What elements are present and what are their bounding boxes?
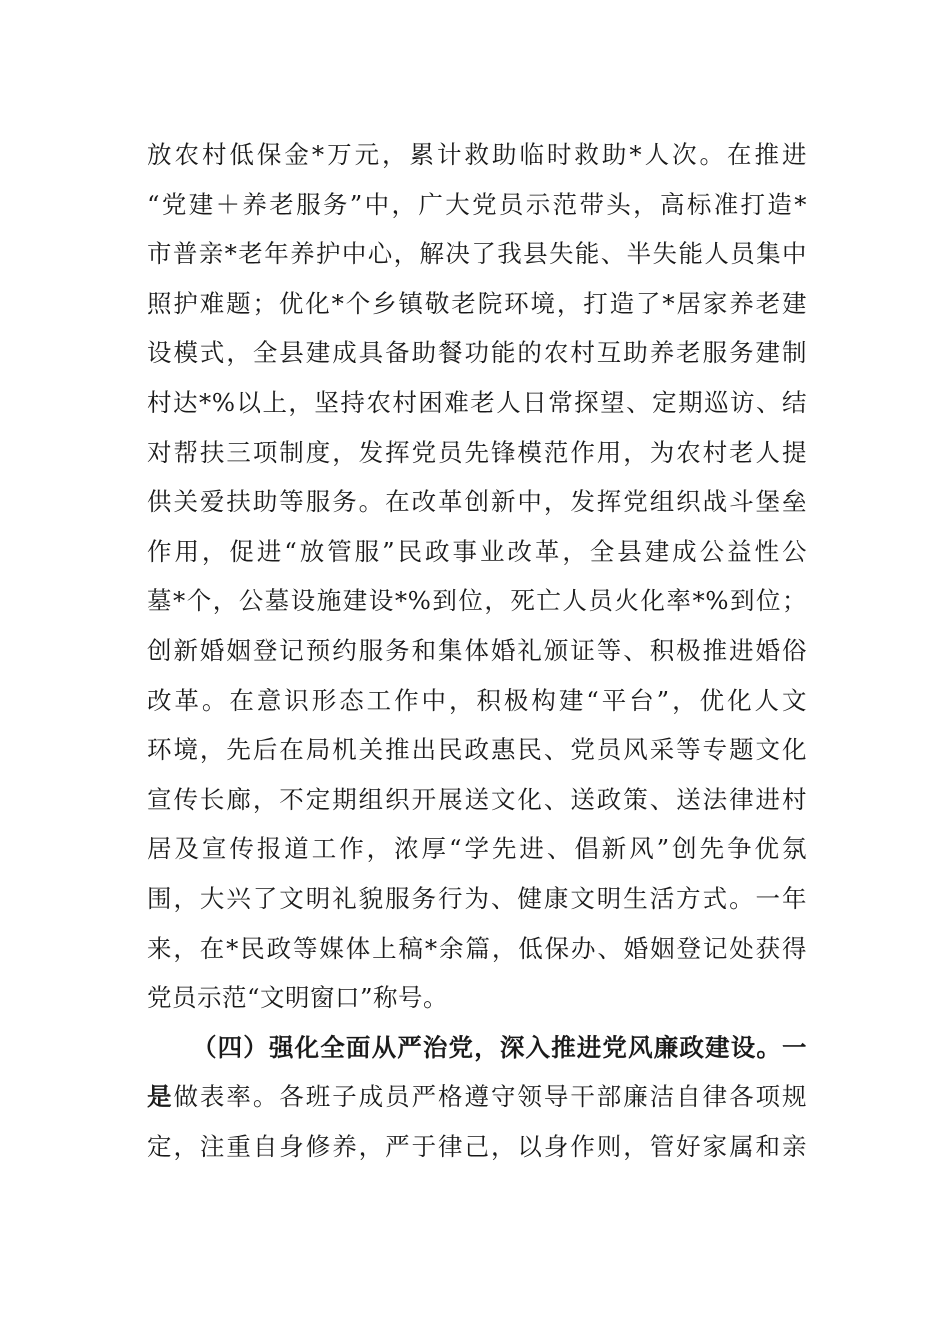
text-line: 照护难题；优化*个乡镇敬老院环境，打造了*居家养老建 xyxy=(147,288,807,318)
paragraph-text: 做表率。各班子成员严格遵守领导干部廉洁自律各项规 xyxy=(173,1082,808,1112)
text-line: 创新婚姻登记预约服务和集体婚礼颁证等、积极推进婚俗 xyxy=(147,635,807,665)
text-line: 作用，促进“放管服”民政事业改革，全县建成公益性公 xyxy=(147,536,807,566)
text-line: 村达*%以上，坚持农村困难老人日常探望、定期巡访、结 xyxy=(147,387,807,417)
text-line: 宣传长廊，不定期组织开展送文化、送政策、送法律进村 xyxy=(147,784,807,814)
text-line: 居及宣传报道工作，浓厚“学先进、倡新风”创先争优氛 xyxy=(147,834,807,864)
text-line xyxy=(147,1072,807,1122)
section-heading-tail: 是 xyxy=(147,1082,174,1112)
text-line: 设模式，全县建成具备助餐功能的农村互助养老服务建制 xyxy=(147,338,807,368)
text-line: 环境，先后在局机关推出民政惠民、党员风采等专题文化 xyxy=(147,735,807,765)
section-four-heading xyxy=(147,1023,807,1073)
text-line: 供关爱扶助等服务。在改革创新中，发挥党组织战斗堡垒 xyxy=(147,487,807,517)
text-line: 党员示范“文明窗口”称号。 xyxy=(147,983,449,1013)
text-line: 围，大兴了文明礼貌服务行为、健康文明生活方式。一年 xyxy=(147,883,807,913)
text-line: 放农村低保金*万元，累计救助临时救助*人次。在推进 xyxy=(147,140,807,169)
text-line: 对帮扶三项制度，发挥党员先锋模范作用，为农村老人提 xyxy=(147,437,807,467)
text-line: 市普亲*老年养护中心，解决了我县失能、半失能人员集中 xyxy=(147,239,807,269)
text-line: 改革。在意识形态工作中，积极构建“平台”，优化人文 xyxy=(147,685,807,715)
text-line: 墓*个，公墓设施建设*%到位，死亡人员火化率*%到位； xyxy=(147,586,807,616)
text-line: “党建＋养老服务”中，广大党员示范带头，高标准打造* xyxy=(147,189,807,219)
text-line: 来，在*民政等媒体上稿*余篇，低保办、婚姻登记处获得 xyxy=(147,933,807,963)
section-heading-text: （四）强化全面从严治党，深入推进党风廉政建设。一 xyxy=(192,1032,807,1062)
body-text xyxy=(147,130,807,1171)
text-line: 定，注重自身修养，严于律己，以身作则，管好家属和亲 xyxy=(147,1131,807,1161)
